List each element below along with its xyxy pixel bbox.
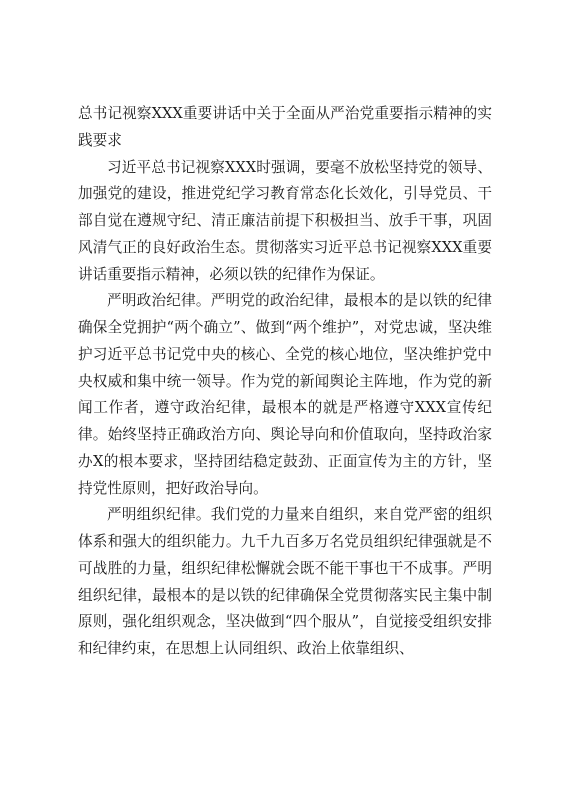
document-body [78,101,492,663]
paragraph-intro: 习近平总书记视察XXX时强调，要毫不放松坚持党的领导、加强党的建设，推进党纪学习教育常态化长效化，引导党员、干部自觉在遵规守纪、清正廉洁前提下积极担当、放手干事，巩固风清气正的良好政治生态。贯彻落实习近平总书记视察XXX重要讲话重要指示精神，必须以铁的纪律作为保证。 [78,158,492,283]
paragraph-organizational-discipline: 严明组织纪律。我们党的力量来自组织，来自党严密的组织体系和强大的组织能力。九千九百多万名党员组织纪律强就是不可战胜的力量，组织纪律松懈就会既不能干事也干不成事。严明组织纪律，最根本的是以铁的纪律确保全党贯彻落实民主集中制原则，强化组织观念，坚决做到“四个服从”，自觉接受组织安排和纪律约束，在思想上认同组织、政治上依靠组织、 [78,506,492,657]
document-title: 总书记视察XXX重要讲话中关于全面从严治党重要指示精神的实践要求 [78,105,492,149]
paragraph-political-discipline: 严明政治纪律。严明党的政治纪律，最根本的是以铁的纪律确保全党拥护“两个确立”、做到“两个维护”，对党忠诚，坚决维护习近平总书记党中央的核心、全党的核心地位，坚决维护党中央权威和集中统一领导。作为党的新闻舆论主阵地，作为党的新闻工作者，遵守政治纪律，最根本的就是严格遵守XXX宣传纪律。始终坚持正确政治方向、舆论导向和价值取向，坚持政治家办X的根本要求，坚持团结稳定鼓劲、正面宣传为主的方针，坚持党性原则，把好政治导向。 [78,292,492,497]
